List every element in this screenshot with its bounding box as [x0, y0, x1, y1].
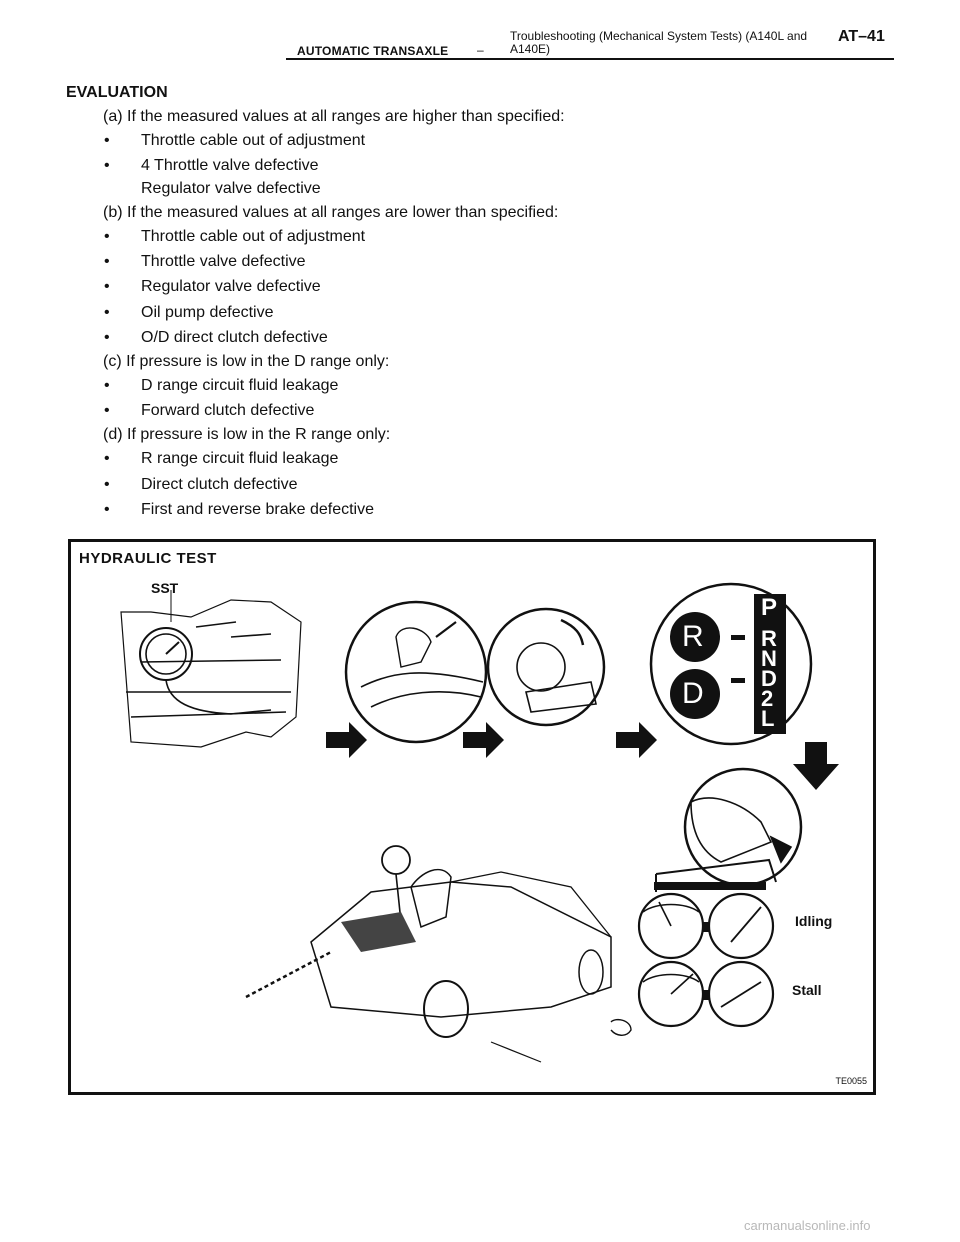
- bullet-icon: •: [104, 278, 110, 295]
- shift-letter-n: N: [761, 646, 777, 671]
- bullet-icon: •: [104, 253, 110, 270]
- page-code: AT–41: [838, 28, 885, 45]
- list-item: O/D direct clutch defective: [141, 329, 328, 346]
- bullet-icon: •: [104, 476, 110, 493]
- idling-label: Idling: [795, 913, 833, 929]
- shift-letter-2: 2: [761, 686, 774, 711]
- car-with-mechanic: [246, 846, 631, 1062]
- header-separator: –: [477, 43, 484, 57]
- figure-code: TE0055: [835, 1076, 867, 1086]
- shift-letter-r: R: [761, 626, 777, 651]
- hydraulic-test-figure: [68, 539, 876, 1095]
- arrow-right-icon: [616, 722, 657, 758]
- evaluation-heading: EVALUATION: [66, 84, 168, 101]
- condition-d: (d) If pressure is low in the R range only:: [103, 426, 391, 443]
- bullet-icon: •: [104, 377, 110, 394]
- arrow-right-icon: [326, 722, 367, 758]
- list-item: First and reverse brake defective: [141, 501, 374, 518]
- bullet-icon: •: [104, 304, 110, 321]
- range-d-label: D: [682, 677, 704, 710]
- list-item: Forward clutch defective: [141, 402, 315, 419]
- shift-selector-circle: [651, 584, 811, 744]
- shift-letter-l: L: [761, 706, 775, 731]
- section-title: AUTOMATIC TRANSAXLE: [297, 44, 449, 58]
- arrow-down-icon: [793, 742, 839, 790]
- list-item: Throttle cable out of adjustment: [141, 132, 366, 149]
- condition-c: (c) If pressure is low in the D range only:: [103, 353, 390, 370]
- bullet-icon: •: [104, 157, 110, 174]
- bullet-icon: •: [104, 329, 110, 346]
- list-item: Regulator valve defective: [141, 278, 321, 295]
- bullet-icon: •: [104, 450, 110, 467]
- condition-b: (b) If the measured values at all ranges are lower than specified:: [103, 204, 559, 221]
- shift-letter-d: D: [761, 666, 777, 691]
- page-subtitle: Troubleshooting (Mechanical System Tests) (A140L and A140E): [510, 29, 808, 56]
- stall-label: Stall: [792, 982, 822, 998]
- list-item: R range circuit fluid leakage: [141, 450, 339, 467]
- list-item: Throttle valve defective: [141, 253, 306, 270]
- brake-pedal-circle: [488, 609, 604, 725]
- stall-gauge-circle: [639, 962, 773, 1026]
- watermark: carmanualsonline.info: [744, 1218, 871, 1233]
- sst-label: SST: [151, 580, 179, 596]
- range-r-label: R: [682, 620, 704, 653]
- list-item: 4 Throttle valve defective: [141, 157, 319, 174]
- bullet-icon: •: [104, 402, 110, 419]
- list-item-continuation: Regulator valve defective: [141, 180, 321, 197]
- condition-a: (a) If the measured values at all ranges are higher than specified:: [103, 108, 565, 125]
- bullet-icon: •: [104, 228, 110, 245]
- parking-brake-circle: [346, 602, 486, 742]
- list-item: Throttle cable out of adjustment: [141, 228, 366, 245]
- figure-title: HYDRAULIC TEST: [79, 550, 217, 567]
- shift-letter-p: P: [761, 594, 778, 621]
- transaxle-gauge-illustration: [121, 590, 301, 747]
- list-item: Oil pump defective: [141, 304, 274, 321]
- hydraulic-test-illustration: [71, 542, 873, 1092]
- bullet-icon: •: [104, 501, 110, 518]
- list-item: Direct clutch defective: [141, 476, 298, 493]
- header-rule: [286, 58, 894, 60]
- bullet-icon: •: [104, 132, 110, 149]
- idling-gauge-circle: [639, 894, 773, 958]
- arrow-right-icon: [463, 722, 504, 758]
- list-item: D range circuit fluid leakage: [141, 377, 339, 394]
